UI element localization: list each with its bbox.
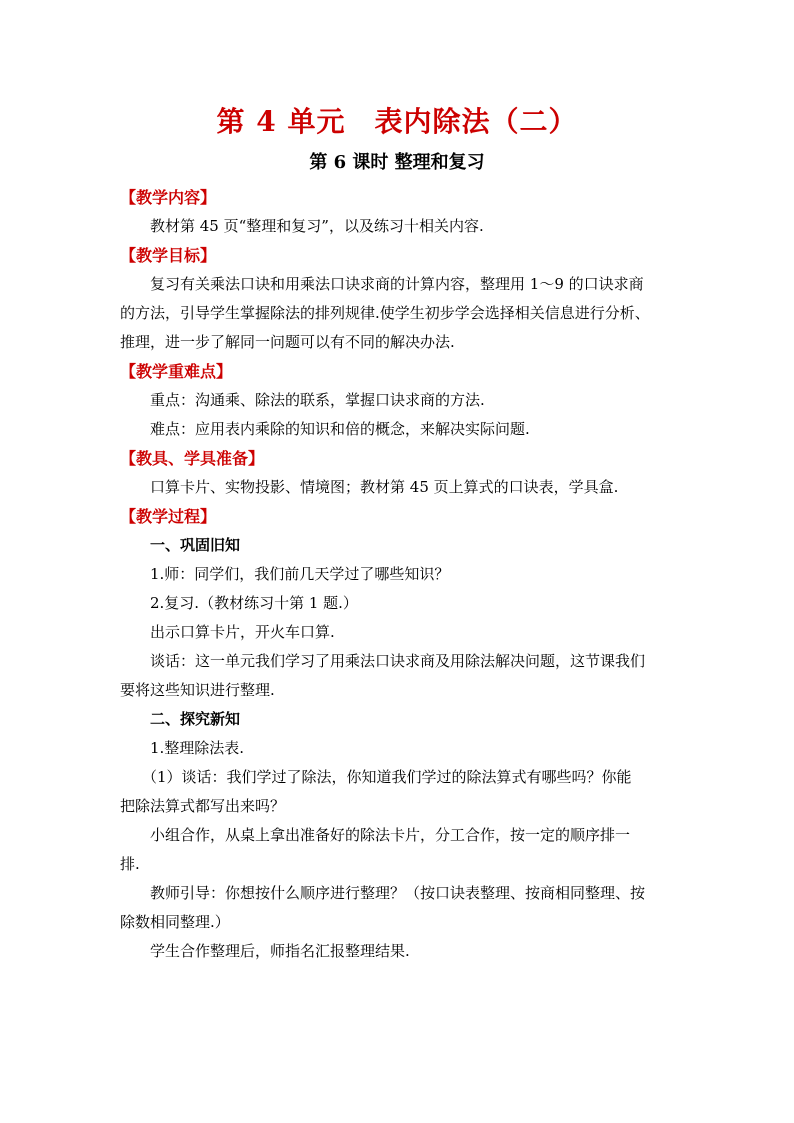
step-heading: 一、巩固旧知	[150, 536, 241, 554]
paragraph-line: 出示口算卡片，开火车口算.	[150, 623, 335, 641]
paragraph-line: 要将这些知识进行整理.	[120, 681, 275, 699]
paragraph-line: 1.师：同学们，我们前几天学过了哪些知识？	[150, 565, 450, 583]
lesson-subtitle: 第 6 课时 整理和复习	[309, 152, 485, 173]
paragraph-line: 教师引导：你想按什么顺序进行整理？（按口诀表整理、按商相同整理、按	[150, 884, 646, 902]
paragraph-line: 谈话：这一单元我们学习了用乘法口诀求商及用除法解决问题，这节课我们	[150, 652, 646, 670]
paragraph-line: 除数相同整理.）	[120, 913, 230, 931]
section-heading: 【教学重难点】	[120, 362, 233, 381]
paragraph-line: 学生合作整理后，师指名汇报整理结果.	[150, 942, 410, 960]
section-heading: 【教具、学具准备】	[120, 449, 265, 468]
paragraph-line: 难点：应用表内乘除的知识和倍的概念，来解决实际问题.	[150, 420, 530, 438]
section-heading: 【教学过程】	[120, 507, 217, 526]
paragraph-line: 小组合作，从桌上拿出准备好的除法卡片，分工合作，按一定的顺序排一	[150, 826, 631, 844]
paragraph-line: 的方法，引导学生掌握除法的排列规律.使学生初步学会选择相关信息进行分析、	[120, 304, 650, 322]
paragraph-line: （1）谈话：我们学过了除法，你知道我们学过的除法算式有哪些吗？你能	[142, 768, 632, 786]
paragraph-line: 口算卡片、实物投影、情境图；教材第 45 页上算式的口诀表，学具盒.	[150, 478, 619, 496]
section-heading: 【教学目标】	[120, 246, 217, 265]
lesson-content	[120, 183, 680, 966]
paragraph-line: 排.	[120, 855, 140, 873]
paragraph-line: 1.整理除法表.	[150, 739, 245, 757]
paragraph-line: 复习有关乘法口诀和用乘法口诀求商的计算内容，整理用 1～9 的口诀求商	[150, 275, 644, 293]
paragraph-line: 2.复习.（教材练习十第 1 题.）	[150, 594, 358, 612]
step-heading: 二、探究新知	[150, 710, 241, 728]
unit-title: 第 4 单元 表内除法（二）	[216, 105, 578, 138]
paragraph-line: 推理，进一步了解同一问题可以有不同的解决办法.	[120, 333, 455, 351]
section-heading: 【教学内容】	[120, 188, 217, 207]
paragraph-line: 把除法算式都写出来吗？	[120, 797, 286, 815]
paragraph-line: 教材第 45 页“整理和复习”，以及练习十相关内容.	[150, 217, 484, 235]
paragraph-line: 重点：沟通乘、除法的联系，掌握口诀求商的方法.	[150, 391, 485, 409]
